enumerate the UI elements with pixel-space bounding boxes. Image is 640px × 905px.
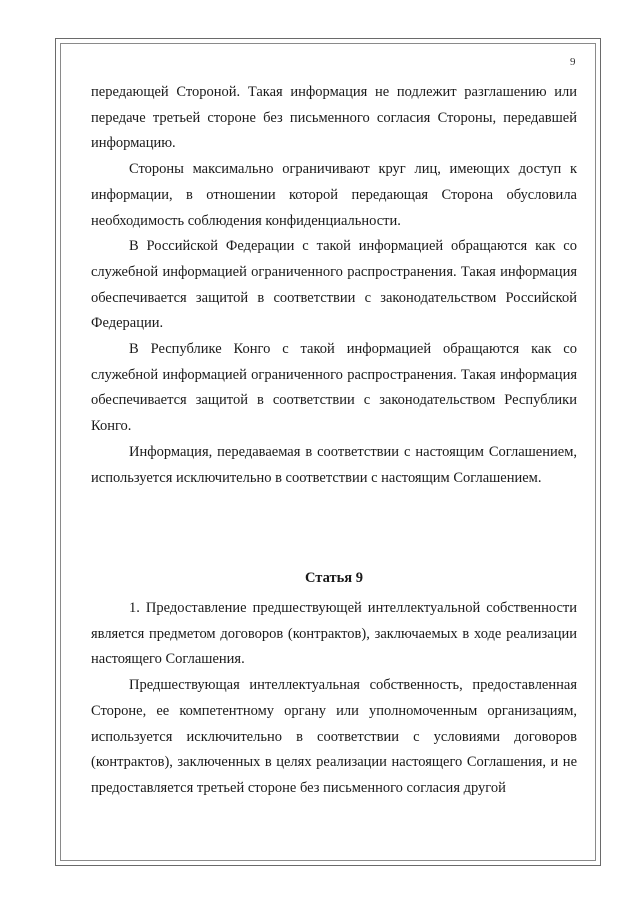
paragraph: 1. Предоставление предшествующей интеллектуальной собственности является предметом договоров (контрактов), заключаемых в ходе реализации настоящего Соглашения. [91, 600, 577, 668]
page-number: 9 [570, 56, 576, 68]
paragraph: В Российской Федерации с такой информацией обращаются как со служебной информацией ограниченного распространения. Такая информация обеспечивается защитой в соответствии с законодательством Российской Федерации. [91, 238, 577, 332]
body-text [91, 80, 577, 491]
paragraph: Предшествующая интеллектуальная собственность, предоставленная Стороне, ее компетентному органу или уполномоченным организациям, используется исключительно в соответствии с условиями договоров (контрактов), заключенных в целях реализации настоящего Соглашения, и не предоставляется третьей стороне без письменного согласия другой [91, 677, 577, 796]
paragraph: Стороны максимально ограничивают круг лиц, имеющих доступ к информации, в отношении которой передающая Сторона обусловила необходимость соблюдения конфиденциальности. [91, 161, 577, 229]
paragraph: В Республике Конго с такой информацией обращаются как со служебной информацией ограниченного распространения. Такая информация обеспечивается защитой в соответствии с законодательством Республики Конго. [91, 341, 577, 435]
paragraph: Информация, передаваемая в соответствии с настоящим Соглашением, используется исключительно в соответствии с настоящим Соглашением. [91, 443, 577, 486]
article-heading: Статья 9 [305, 570, 363, 586]
article-body [91, 596, 577, 802]
paragraph: передающей Стороной. Такая информация не подлежит разглашению или передаче третьей стороне без письменного согласия Стороны, передавшей информацию. [91, 84, 577, 152]
